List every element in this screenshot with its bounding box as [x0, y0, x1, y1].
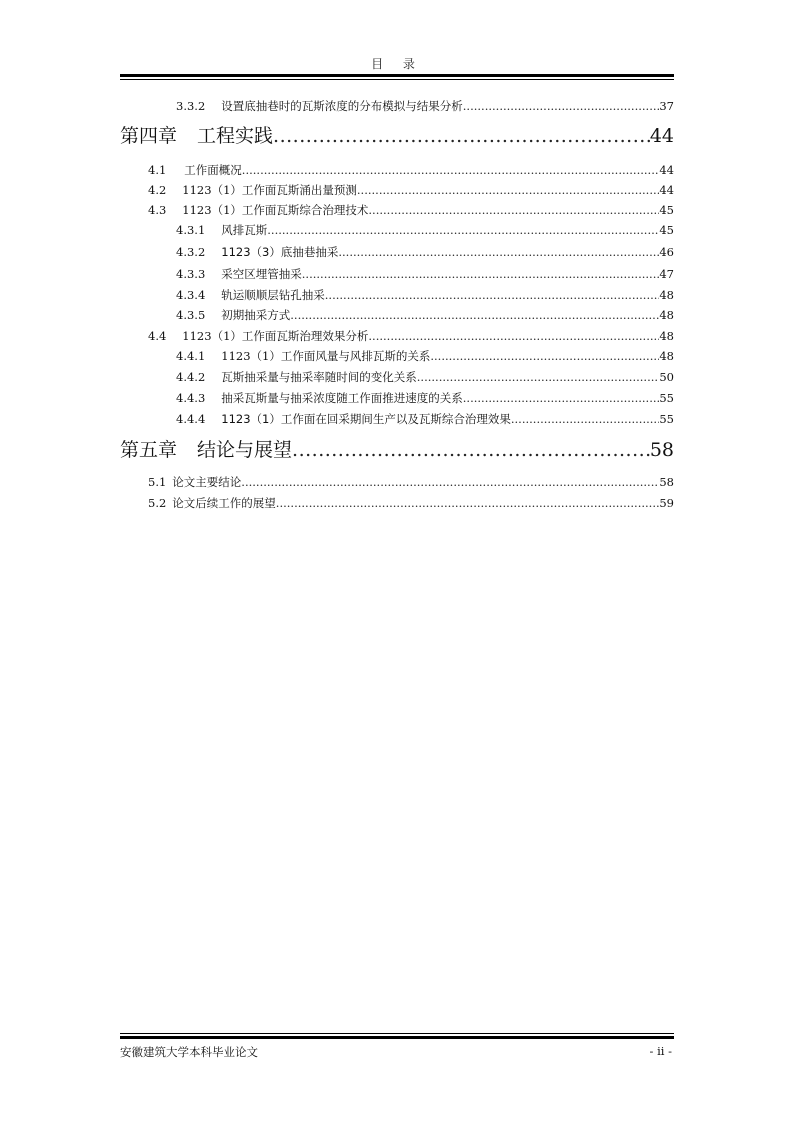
toc-dot-leader: [368, 201, 659, 219]
toc-entry-page: 48: [659, 308, 674, 322]
toc-dot-leader: [511, 410, 660, 428]
toc-entry-number: 4.4.2: [176, 370, 206, 384]
toc-entry-4-4-3[interactable]: [120, 389, 674, 407]
footer-rule-thin: [120, 1033, 674, 1034]
toc-entry-number: 4.3.5: [176, 308, 206, 322]
toc-entry-4-3-2[interactable]: [120, 243, 674, 261]
toc-entry-number: 5.1: [148, 475, 167, 489]
toc-entry-page: 47: [659, 267, 674, 281]
toc-entry-title: 设置底抽巷时的瓦斯浓度的分布模拟与结果分析: [221, 99, 463, 113]
toc-entry-title: 1123（3）底抽巷抽采: [221, 245, 339, 259]
toc-entry-page: 55: [659, 391, 674, 405]
toc-entry-page: 44: [649, 125, 674, 147]
header-rule-thick: [120, 74, 674, 77]
toc-dot-leader: [273, 123, 650, 149]
toc-dot-leader: [241, 473, 659, 491]
toc-entry-4-4[interactable]: [120, 327, 674, 345]
toc-entry-number: 4.1: [148, 163, 167, 177]
toc-entry-page: 46: [659, 245, 674, 259]
toc-entry-title: 轨运顺顺层钻孔抽采: [221, 288, 325, 302]
toc-entry-number: 4.3.4: [176, 288, 206, 302]
toc-dot-leader: [290, 306, 659, 324]
toc-entry-title: 初期抽采方式: [221, 308, 291, 322]
toc-entry-3-3-2[interactable]: [120, 97, 674, 115]
toc-entry-page: 48: [659, 288, 674, 302]
toc-entry-number: 4.3: [148, 203, 167, 217]
toc-entry-title: 工作面概况: [184, 163, 242, 177]
toc-entry-title: 论文主要结论: [172, 475, 242, 489]
toc-entry-4-4-4[interactable]: [120, 410, 674, 428]
footer-rule-thick: [120, 1036, 674, 1039]
toc-entry-title: 瓦斯抽采量与抽采率随时间的变化关系: [221, 370, 417, 384]
toc-entry-page: 59: [659, 496, 674, 510]
toc-entry-number: 4.4.4: [176, 412, 206, 426]
toc-dot-leader: [338, 243, 659, 261]
toc-entry-page: 50: [659, 370, 674, 384]
toc-chapter-number: 第五章: [120, 439, 178, 461]
toc-entry-page: 58: [649, 439, 674, 461]
toc-entry-4-4-2[interactable]: [120, 368, 674, 386]
footer-page-number: - ii -: [649, 1044, 672, 1058]
toc-chapter-4[interactable]: [120, 123, 674, 149]
toc-entry-page: 44: [659, 183, 674, 197]
toc-entry-number: 4.4: [148, 329, 167, 343]
toc-entry-page: 58: [659, 475, 674, 489]
toc-entry-page: 37: [659, 99, 674, 113]
toc-dot-leader: [463, 97, 660, 115]
toc-entry-number: 3.3.2: [176, 99, 206, 113]
toc-entry-4-1[interactable]: [120, 161, 674, 179]
toc-chapter-title: 工程实践: [197, 125, 274, 147]
toc-chapter-number: 第四章: [120, 125, 178, 147]
toc-entry-page: 48: [659, 329, 674, 343]
toc-entry-page: 44: [659, 163, 674, 177]
toc-dot-leader: [242, 161, 660, 179]
toc-entry-4-3-3[interactable]: [120, 265, 674, 283]
toc-entry-number: 4.3.2: [176, 245, 206, 259]
toc-entry-number: 4.3.1: [176, 223, 206, 237]
toc-entry-title: 1123（1）工作面瓦斯治理效果分析: [182, 329, 369, 343]
toc-chapter-title: 结论与展望: [197, 439, 293, 461]
toc-dot-leader: [417, 368, 660, 386]
page-header-title: 目 录: [371, 57, 423, 71]
toc-dot-leader: [325, 286, 660, 304]
toc-dot-leader: [302, 265, 660, 283]
toc-entry-number: 5.2: [148, 496, 167, 510]
toc-entry-page: 45: [659, 223, 674, 237]
toc-entry-4-3-4[interactable]: [120, 286, 674, 304]
toc-dot-leader: [292, 437, 650, 463]
toc-entry-title: 1123（1）工作面瓦斯涌出量预测: [182, 183, 357, 197]
toc-entry-title: 1123（1）工作面在回采期间生产以及瓦斯综合治理效果: [221, 412, 511, 426]
toc-entry-page: 45: [659, 203, 674, 217]
toc-entry-4-4-1[interactable]: [120, 347, 674, 365]
toc-entry-4-3-1[interactable]: [120, 221, 674, 239]
toc-dot-leader: [463, 389, 660, 407]
toc-entry-4-3-5[interactable]: [120, 306, 674, 324]
toc-entry-4-2[interactable]: [120, 181, 674, 199]
toc-entry-number: 4.4.1: [176, 349, 206, 363]
toc-entry-page: 55: [659, 412, 674, 426]
toc-entry-5-2[interactable]: [120, 494, 674, 512]
toc-dot-leader: [368, 327, 659, 345]
toc-entry-page: 48: [659, 349, 674, 363]
header-rule-thin: [120, 79, 674, 80]
toc-dot-leader: [267, 221, 659, 239]
toc-chapter-5[interactable]: [120, 437, 674, 463]
toc-entry-title: 风排瓦斯: [221, 223, 268, 237]
toc-entry-title: 抽采瓦斯量与抽采浓度随工作面推进速度的关系: [221, 391, 463, 405]
toc-entry-title: 1123（1）工作面风量与风排瓦斯的关系: [221, 349, 431, 363]
toc-entry-number: 4.3.3: [176, 267, 206, 281]
toc-dot-leader: [357, 181, 659, 199]
footer-university: 安徽建筑大学本科毕业论文: [120, 1045, 258, 1059]
toc-dot-leader: [276, 494, 660, 512]
toc-entry-title: 1123（1）工作面瓦斯综合治理技术: [182, 203, 369, 217]
toc-entry-number: 4.4.3: [176, 391, 206, 405]
toc-entry-5-1[interactable]: [120, 473, 674, 491]
toc-dot-leader: [430, 347, 659, 365]
toc-entry-4-3[interactable]: [120, 201, 674, 219]
toc-entry-title: 论文后续工作的展望: [172, 496, 276, 510]
toc-entry-number: 4.2: [148, 183, 167, 197]
toc-entry-title: 采空区埋管抽采: [221, 267, 302, 281]
